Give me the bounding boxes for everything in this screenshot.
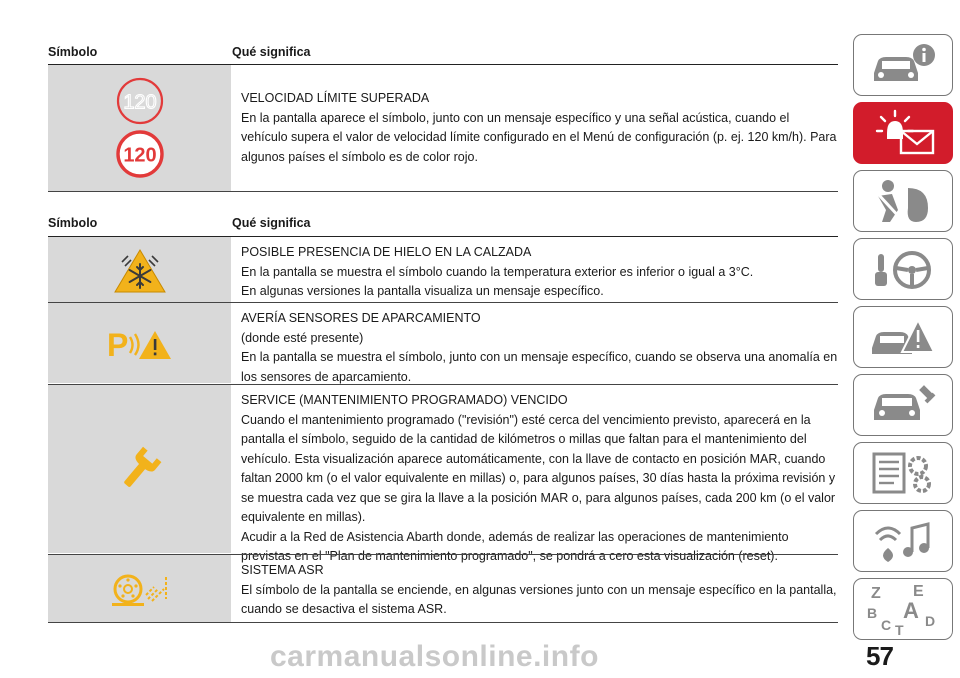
tab-driving[interactable] (853, 238, 953, 300)
svg-text:120: 120 (122, 144, 157, 167)
svg-text:E: E (913, 583, 924, 600)
table1-header (48, 40, 838, 62)
header-meaning: Qué significa (232, 45, 311, 59)
meaning-cell (241, 89, 838, 167)
symbol-cell (48, 237, 231, 302)
svg-text:B: B (867, 605, 878, 621)
tab-safety-icon (868, 178, 938, 224)
watermark: carmanualsonline.info (270, 640, 599, 673)
svg-text:C: C (881, 617, 892, 633)
row-title: SISTEMA ASR (241, 563, 324, 577)
asr-off-icon (108, 569, 172, 609)
row-description: Cuando el mantenimiento programado ("revisión") esté cerca del vencimiento previsto, aparecerá en la pantalla el símbolo, seguido de la cantidad de kilómetros o millas que faltan para el mantenimiento del vehículo. Esta visualización aparece automáticamente, con la llave de contacto en posición MAR, cuando faltan 2000 km (o el valor equivalente en millas) o, para algunos países, 30 días hasta la próxima revisión y se muestra cada vez que se gira la llave a la posición MAR o, para algunos países, cada 200 km (o el valor equivalente en millas). (241, 412, 836, 524)
table-row (48, 237, 838, 302)
row-description: En algunas versiones la pantalla visualiza un mensaje específico. (241, 284, 604, 298)
row-title: VELOCIDAD LÍMITE SUPERADA (241, 91, 430, 105)
speed-limit-120-icons (110, 68, 170, 188)
tab-multimedia-icon (868, 518, 938, 564)
symbol-cell (48, 555, 231, 622)
svg-text:D: D (925, 613, 936, 629)
svg-text:T: T (895, 622, 904, 636)
speed-limit-120-red-icon (118, 132, 162, 176)
meaning-cell (241, 391, 838, 567)
svg-text:120: 120 (122, 91, 157, 114)
parking-sensor-fault-icon (105, 323, 175, 363)
table-row (48, 303, 838, 383)
tab-technical-data-icon (868, 450, 938, 496)
tab-index[interactable] (853, 578, 953, 640)
page-number: 57 (866, 641, 893, 671)
header-symbol: Símbolo (48, 45, 98, 59)
row-title: SERVICE (MANTENIMIENTO PROGRAMADO) VENCIDO (241, 393, 568, 407)
tab-maintenance[interactable] (853, 374, 953, 436)
meaning-cell (241, 243, 838, 302)
tab-driving-icon (868, 246, 938, 292)
tab-emergency-icon (868, 314, 938, 360)
tab-warning-lights-icon (867, 109, 939, 157)
tab-emergency[interactable] (853, 306, 953, 368)
tab-car-info[interactable] (853, 34, 953, 96)
svg-text:P: P (106, 327, 128, 363)
meaning-cell (241, 309, 838, 387)
symbol-cell (48, 385, 231, 553)
row-rule (48, 191, 838, 192)
header-symbol: Símbolo (48, 216, 98, 230)
header-meaning: Qué significa (232, 216, 311, 230)
tab-safety[interactable] (853, 170, 953, 232)
row-note: (donde esté presente) (241, 330, 364, 345)
ice-on-road-icon (110, 244, 170, 296)
symbol-cell (48, 65, 231, 191)
service-wrench-icon (115, 446, 165, 492)
symbol-cell (48, 303, 231, 383)
speed-limit-120-outline-icon (118, 79, 162, 123)
row-rule (48, 622, 838, 623)
row-description: Acudir a la Red de Asistencia Abarth donde, además de realizar las operaciones de mantenimiento previstas en el "Plan de mantenimiento programado", se pondrá a cero esta visualización (reset). (241, 529, 789, 563)
svg-text:Z: Z (871, 585, 881, 602)
meaning-cell (241, 561, 838, 620)
row-description: El símbolo de la pantalla se enciende, en algunas versiones junto con un mensaje específico en la pantalla, cuando se desactiva el sistema ASR. (241, 582, 837, 616)
tab-warning-lights[interactable] (853, 102, 953, 164)
tab-multimedia[interactable] (853, 510, 953, 572)
tab-technical-data[interactable] (853, 442, 953, 504)
svg-text:A: A (903, 598, 919, 623)
table-row (48, 385, 838, 563)
tab-maintenance-icon (868, 382, 938, 428)
tab-car-info-icon (868, 43, 938, 87)
table-row (48, 65, 838, 191)
row-description: En la pantalla se muestra el símbolo, junto con un mensaje específico, cuando se observa una anomalía en los sensores de aparcamiento. (241, 350, 838, 384)
row-description: En la pantalla aparece el símbolo, junto con un mensaje específico y una señal acústica, cuando el vehículo supera el valor de velocidad límite configurado en el Menú de configuración (p. ej. 120 km/h). Para algunos países el símbolo es de color rojo. (241, 110, 837, 164)
tab-index-icon (863, 582, 943, 636)
table2-header (48, 211, 838, 233)
row-title: POSIBLE PRESENCIA DE HIELO EN LA CALZADA (241, 245, 532, 259)
row-title: AVERÍA SENSORES DE APARCAMIENTO (241, 311, 481, 325)
table-row (48, 555, 838, 622)
row-description: En la pantalla se muestra el símbolo cuando la temperatura exterior es inferior o igual a 3°C. (241, 264, 754, 279)
